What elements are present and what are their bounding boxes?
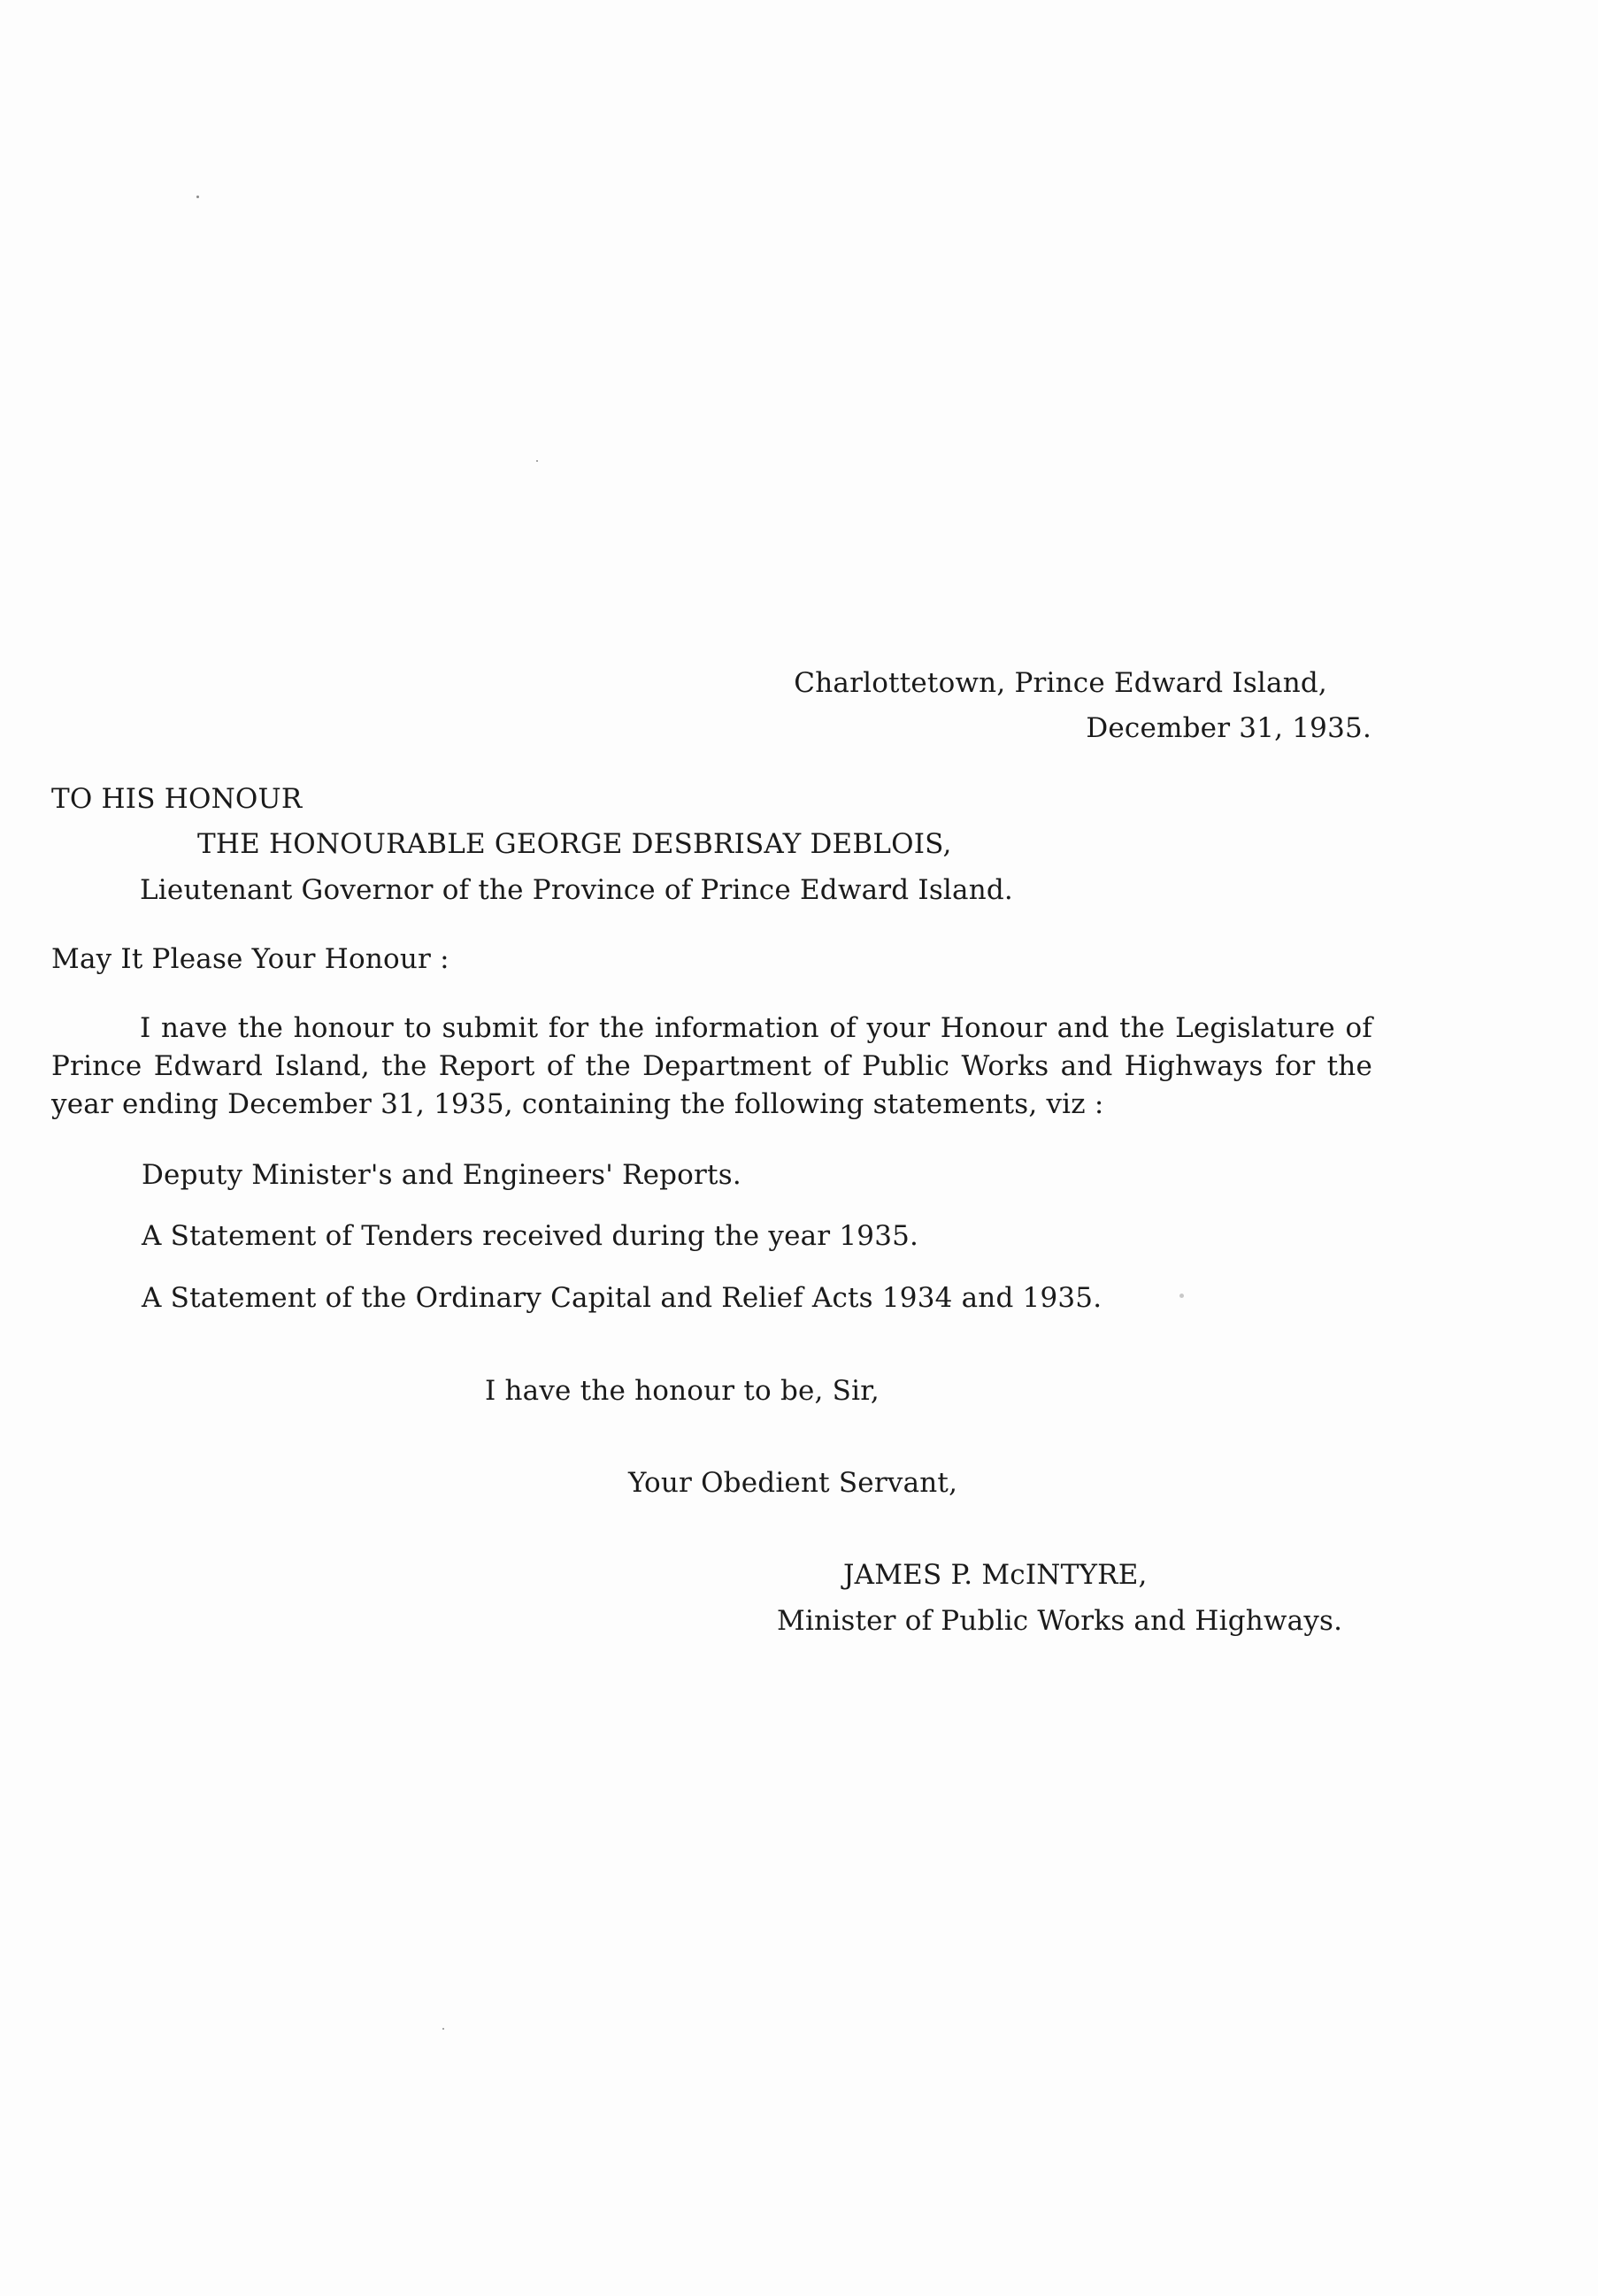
scan-speck	[536, 460, 538, 462]
addressee-title: Lieutenant Governor of the Province of Prince Edward Island.	[140, 874, 1013, 906]
signatory-name: JAMES P. McINTYRE,	[843, 1559, 1148, 1591]
letter-date: December 31, 1935.	[1086, 712, 1371, 744]
addressee-name: THE HONOURABLE GEORGE DESBRISAY DEBLOIS,	[197, 828, 952, 860]
signatory-title: Minister of Public Works and Highways.	[777, 1605, 1343, 1637]
scan-speck	[442, 2028, 444, 2030]
body-paragraph	[51, 1010, 1372, 1124]
greeting: May It Please Your Honour :	[51, 943, 449, 975]
statement-item: A Statement of the Ordinary Capital and Relief Acts 1934 and 1935.	[142, 1282, 1102, 1314]
statement-item: A Statement of Tenders received during the year 1935.	[142, 1220, 919, 1252]
scan-speck	[196, 196, 199, 198]
body-text: I nave the honour to submit for the information of your Honour and the Legislature of Prince Edward Island, the Report of the Department of Public Works and Highways for the year ending December 31, 1935, containing the following statements, viz :	[51, 1012, 1372, 1120]
closing-line: I have the honour to be, Sir,	[485, 1375, 880, 1407]
closing-line: Your Obedient Servant,	[628, 1467, 958, 1499]
scan-speck	[1179, 1294, 1184, 1298]
salutation-to: TO HIS HONOUR	[51, 783, 303, 815]
statement-item: Deputy Minister's and Engineers' Reports.	[142, 1159, 741, 1191]
letter-place: Charlottetown, Prince Edward Island,	[794, 667, 1327, 699]
